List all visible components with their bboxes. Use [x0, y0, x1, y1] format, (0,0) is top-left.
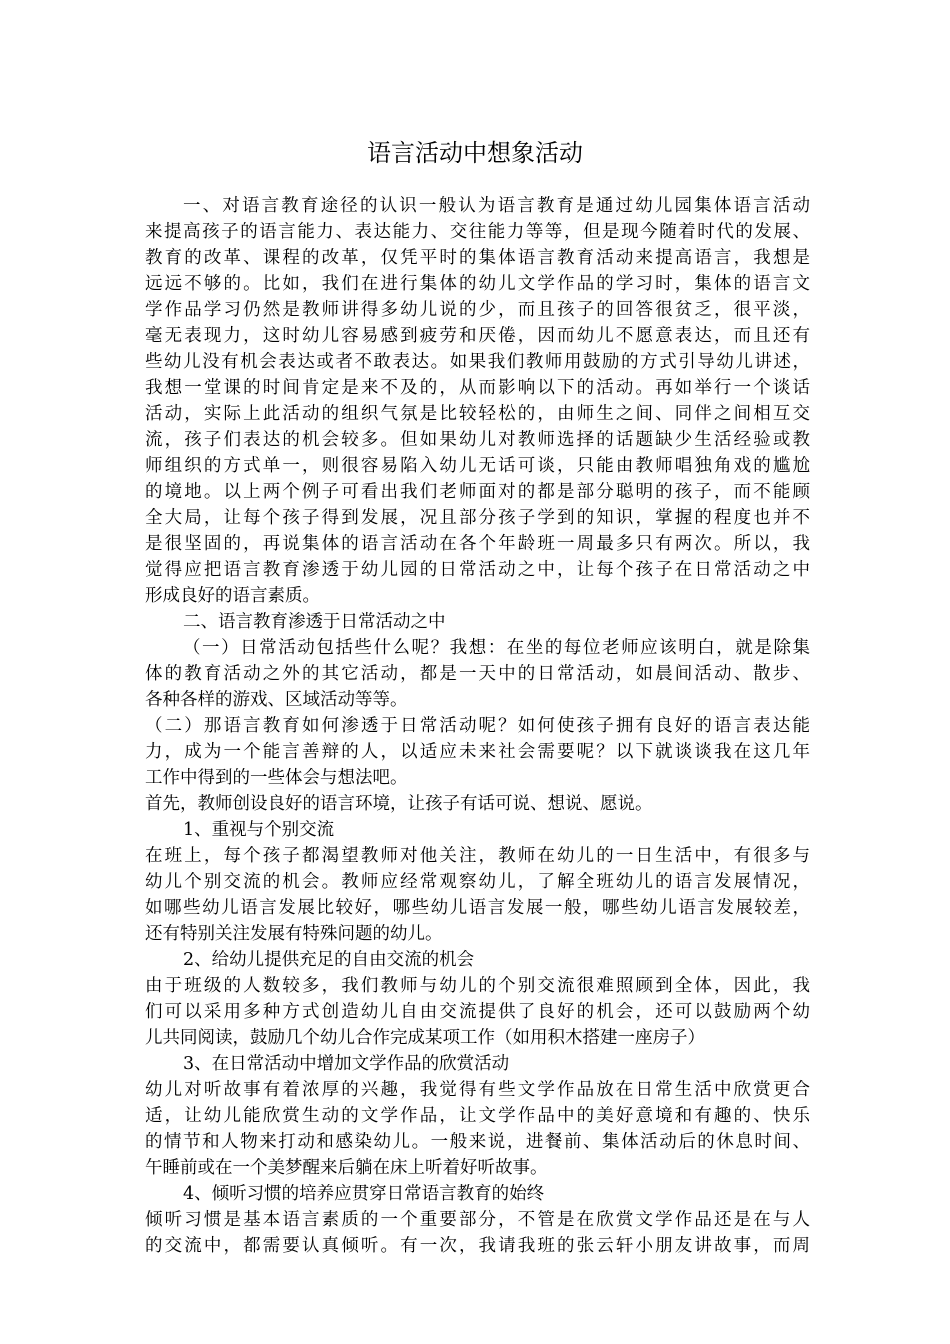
- text-line: 活动，实际上此活动的组织气氛是比较轻松的，由师生之间、同伴之间相互交: [145, 404, 810, 424]
- text-line: （二）那语言教育如何渗透于日常活动呢？如何使孩子拥有良好的语言表达能: [145, 716, 810, 736]
- text-line: 形成良好的语言素质。: [145, 586, 320, 606]
- text-line: 适，让幼儿能欣赏生动的文学作品，让文学作品中的美好意境和有趣的、快乐: [145, 1106, 810, 1126]
- text-line: 倾听习惯是基本语言素质的一个重要部分，不管是在欣赏文学作品还是在与人: [145, 1210, 810, 1230]
- text-line: 还有特别关注发展有特殊问题的幼儿。: [145, 924, 443, 944]
- text-line: 幼儿个别交流的机会。教师应经常观察幼儿，了解全班幼儿的语言发展情况，: [145, 872, 810, 892]
- text-line: 3、在日常活动中增加文学作品的欣赏活动: [183, 1054, 510, 1074]
- text-line: 的情节和人物来打动和感染幼儿。一般来说，进餐前、集体活动后的休息时间、: [145, 1132, 810, 1152]
- text-line: 来提高孩子的语言能力、表达能力、交往能力等等，但是现今随着时代的发展、: [145, 222, 810, 242]
- text-line: 我想一堂课的时间肯定是来不及的，从而影响以下的活动。再如举行一个谈话: [145, 378, 810, 398]
- text-line: 午睡前或在一个美梦醒来后躺在床上听着好听故事。: [145, 1158, 548, 1178]
- text-line: 幼儿对听故事有着浓厚的兴趣，我觉得有些文学作品放在日常生活中欣赏更合: [145, 1080, 810, 1100]
- text-line: 一、对语言教育途径的认识一般认为语言教育是通过幼儿园集体语言活动: [183, 196, 810, 216]
- text-line: 首先，教师创设良好的语言环境，让孩子有话可说、想说、愿说。: [145, 794, 653, 814]
- text-line: 二、语言教育渗透于日常活动之中: [183, 612, 446, 632]
- text-line: 1、重视与个别交流: [183, 820, 335, 840]
- text-line: 4、倾听习惯的培养应贯穿日常语言教育的始终: [183, 1184, 545, 1204]
- text-line: 各种各样的游戏、区域活动等等。: [145, 690, 408, 710]
- text-line: 儿共同阅读，鼓励几个幼儿合作完成某项工作（如用积木搭建一座房子）: [145, 1028, 705, 1048]
- text-line: 工作中得到的一些体会与想法吧。: [145, 768, 408, 788]
- document-title: 语言活动中想象活动: [367, 139, 583, 167]
- text-line: 学作品学习仍然是教师讲得多幼儿说的少，而且孩子的回答很贫乏，很平淡，: [145, 300, 810, 320]
- document-body: [145, 193, 810, 1259]
- text-line: 体的教育活动之外的其它活动，都是一天中的日常活动，如晨间活动、散步、: [145, 664, 810, 684]
- text-line: 由于班级的人数较多，我们教师与幼儿的个别交流很难照顾到全体，因此，我: [145, 976, 810, 996]
- text-line: 2、给幼儿提供充足的自由交流的机会: [183, 950, 475, 970]
- text-line: 师组织的方式单一，则很容易陷入幼儿无话可谈，只能由教师唱独角戏的尴尬: [145, 456, 810, 476]
- text-line: 觉得应把语言教育渗透于幼儿园的日常活动之中，让每个孩子在日常活动之中: [145, 560, 810, 580]
- text-line: 的境地。以上两个例子可看出我们老师面对的都是部分聪明的孩子，而不能顾: [145, 482, 810, 502]
- text-line: （一）日常活动包括些什么呢？我想：在坐的每位老师应该明白，就是除集: [183, 638, 810, 658]
- text-line: 是很坚固的，再说集体的语言活动在各个年龄班一周最多只有两次。所以，我: [145, 534, 810, 554]
- text-line: 教育的改革、课程的改革，仅凭平时的集体语言教育活动来提高语言，我想是: [145, 248, 810, 268]
- text-line: 全大局，让每个孩子得到发展，况且部分孩子学到的知识，掌握的程度也并不: [145, 508, 810, 528]
- text-line: 毫无表现力，这时幼儿容易感到疲劳和厌倦，因而幼儿不愿意表达，而且还有: [145, 326, 810, 346]
- text-line: 们可以采用多种方式创造幼儿自由交流提供了良好的机会，还可以鼓励两个幼: [145, 1002, 810, 1022]
- text-line: 在班上，每个孩子都渴望教师对他关注，教师在幼儿的一日生活中，有很多与: [145, 846, 810, 866]
- text-line: 些幼儿没有机会表达或者不敢表达。如果我们教师用鼓励的方式引导幼儿讲述，: [145, 352, 810, 372]
- text-line: 远远不够的。比如，我们在进行集体的幼儿文学作品的学习时，集体的语言文: [145, 274, 810, 294]
- text-line: 如哪些幼儿语言发展比较好，哪些幼儿语言发展一般，哪些幼儿语言发展较差，: [145, 898, 810, 918]
- text-line: 力，成为一个能言善辩的人，以适应未来社会需要呢？以下就谈谈我在这几年: [145, 742, 810, 762]
- text-line: 流，孩子们表达的机会较多。但如果幼儿对教师选择的话题缺少生活经验或教: [145, 430, 810, 450]
- text-line: 的交流中，都需要认真倾听。有一次，我请我班的张云轩小朋友讲故事，而周: [145, 1236, 810, 1256]
